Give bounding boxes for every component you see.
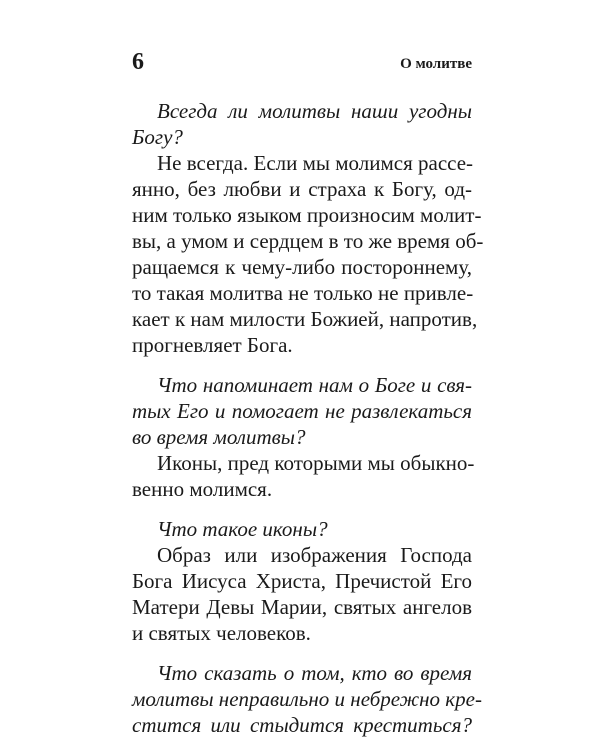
answer-line: Не всегда. Если мы молимся рассе- bbox=[157, 151, 474, 175]
question-line: Что сказать о том, кто во время bbox=[157, 661, 472, 685]
answer-line: прогневляет Бога. bbox=[132, 333, 293, 357]
answer-line: то такая молитва не только не привле- bbox=[132, 281, 474, 305]
question-line: тых Его и помогает не развлекаться bbox=[132, 399, 472, 423]
answer-line: ним только языком произносим молит- bbox=[132, 203, 482, 227]
question-line: стится или стыдится креститься? bbox=[132, 713, 472, 737]
question-line: во время молитвы? bbox=[132, 425, 306, 449]
answer-line: венно молимся. bbox=[132, 477, 273, 501]
page-header bbox=[132, 50, 472, 80]
answer-line: и святых человеков. bbox=[132, 621, 311, 645]
answer-line: Бога Иисуса Христа, Пречистой Его bbox=[132, 569, 472, 593]
question-line: Что такое иконы? bbox=[157, 517, 328, 541]
question-line: молитвы неправильно и небрежно кре- bbox=[132, 687, 482, 711]
page-number: 6 bbox=[132, 49, 144, 75]
answer-line: ращаемся к чему-либо постороннему, bbox=[132, 255, 472, 279]
answer-line: вы, а умом и сердцем в то же время об- bbox=[132, 229, 484, 253]
answer-line: янно, без любви и страха к Богу, од- bbox=[132, 177, 472, 201]
question-line: Что напоминает нам о Боге и свя- bbox=[157, 373, 472, 397]
answer-line: Матери Девы Марии, святых ангелов bbox=[132, 595, 472, 619]
question-line: Всегда ли молитвы наши угодны bbox=[157, 99, 472, 123]
answer-line: кает к нам милости Божией, напротив, bbox=[132, 307, 478, 331]
running-title: О молитве bbox=[400, 56, 472, 72]
question-line: Богу? bbox=[132, 125, 183, 149]
answer-line: Образ или изображения Господа bbox=[157, 543, 472, 567]
answer-line: Иконы, пред которыми мы обыкно- bbox=[157, 451, 475, 475]
